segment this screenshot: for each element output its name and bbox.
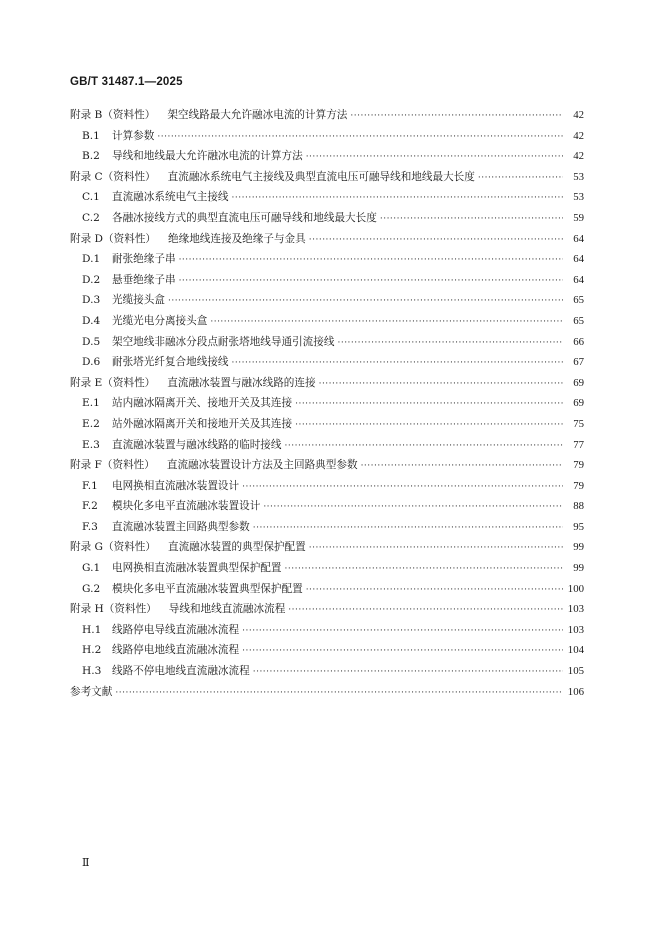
toc-entry[interactable] [70, 601, 584, 622]
toc-entry-page: 64 [573, 253, 584, 266]
toc-entry[interactable] [70, 313, 584, 334]
toc-entry-code: E.2 [82, 417, 100, 430]
toc-entry-page: 64 [573, 273, 584, 286]
toc-entry[interactable] [70, 210, 584, 231]
toc-entry[interactable] [70, 354, 584, 375]
toc-entry-code: D.6 [82, 356, 101, 369]
toc-dot-leader [380, 214, 563, 224]
toc-entry-page: 75 [573, 417, 584, 430]
toc-entry-title: 导线和地线直流融冰流程 [168, 603, 286, 616]
toc-entry-title: 参考文献 [70, 685, 113, 698]
toc-dot-leader [309, 543, 563, 553]
toc-dot-leader [263, 502, 563, 512]
standard-number-header: GB/T 31487.1—2025 [70, 76, 183, 88]
toc-entry[interactable] [70, 189, 584, 210]
toc-entry-code: 附录 G（资料性） [70, 541, 156, 554]
toc-entry-title: 直流融冰系统电气主接线及典型直流电压可融导线和地线最大长度 [167, 170, 475, 183]
toc-entry-page: 103 [567, 603, 584, 616]
toc-entry-page: 42 [573, 129, 584, 142]
toc-entry-page: 53 [573, 170, 584, 183]
toc-dot-leader [306, 585, 563, 595]
toc-dot-leader [210, 317, 563, 327]
toc-dot-leader [285, 441, 564, 451]
toc-entry-page: 69 [573, 397, 584, 410]
toc-entry-page: 104 [567, 644, 584, 657]
toc-entry-code: C.2 [82, 211, 100, 224]
toc-entry-title: 直流融冰系统电气主接线 [112, 191, 229, 204]
toc-entry-page: 105 [567, 665, 584, 678]
toc-entry-page: 65 [573, 294, 584, 307]
toc-dot-leader [232, 193, 563, 203]
toc-entry-title: 电网换相直流融冰装置设计 [112, 479, 240, 492]
toc-entry-code: 附录 B（资料性） [70, 109, 156, 121]
toc-entry-title: 光缆光电分离接头盒 [112, 314, 208, 327]
toc-entry-code: 附录 F（资料性） [70, 459, 155, 472]
toc-entry[interactable] [70, 231, 584, 252]
toc-dot-leader [157, 132, 563, 142]
toc-entry[interactable] [70, 395, 584, 416]
toc-entry-page: 67 [573, 356, 584, 369]
toc-entry[interactable] [70, 539, 584, 560]
toc-entry-code: 附录 D（资料性） [70, 232, 157, 245]
toc-entry-page: 77 [573, 438, 584, 451]
toc-dot-leader [232, 358, 563, 368]
toc-entry[interactable] [70, 375, 584, 396]
toc-entry-title: 光缆接头盒 [112, 294, 165, 307]
toc-dot-leader [168, 296, 563, 306]
toc-entry-title: 模块化多电平直流融冰装置设计 [112, 500, 261, 513]
toc-dot-leader [309, 235, 563, 245]
toc-dot-leader [306, 152, 563, 162]
toc-entry-title: 直流融冰装置主回路典型参数 [112, 520, 250, 533]
toc-entry[interactable] [70, 437, 584, 458]
toc-entry-page: 65 [573, 314, 584, 327]
toc-entry-code: D.1 [82, 253, 101, 266]
toc-entry-page: 59 [573, 211, 584, 224]
toc-entry-title: 各融冰接线方式的典型直流电压可融导线和地线最大长度 [112, 211, 377, 224]
toc-entry-page: 79 [573, 459, 584, 472]
toc-entry[interactable] [70, 498, 584, 519]
toc-entry[interactable] [70, 519, 584, 540]
toc-dot-leader [478, 173, 563, 183]
toc-entry-code: F.1 [82, 479, 98, 492]
toc-entry[interactable] [70, 457, 584, 478]
toc-entry[interactable] [70, 416, 584, 437]
toc-entry[interactable] [70, 622, 584, 643]
toc-dot-leader [242, 646, 563, 656]
toc-entry[interactable] [70, 292, 584, 313]
toc-entry-code: E.1 [82, 397, 100, 410]
toc-dot-leader [361, 461, 563, 471]
toc-dot-leader [242, 626, 563, 636]
toc-entry-page: 66 [573, 335, 584, 348]
toc-entry-code: H.2 [82, 644, 102, 657]
toc-entry-code: G.1 [82, 562, 101, 575]
toc-entry-title: 计算参数 [112, 129, 155, 142]
toc-entry-title: 架空线路最大允许融冰电流的计算方法 [167, 109, 348, 121]
toc-entry-code: F.3 [82, 520, 98, 533]
toc-entry[interactable] [70, 107, 584, 128]
toc-entry-page: 64 [573, 232, 584, 245]
toc-entry-title: 线路停电导线直流融冰流程 [112, 623, 240, 636]
toc-dot-leader [288, 605, 563, 615]
toc-entry[interactable] [70, 251, 584, 272]
toc-dot-leader [285, 564, 564, 574]
toc-entry-title: 导线和地线最大允许融冰电流的计算方法 [112, 150, 303, 163]
toc-dot-leader [242, 482, 563, 492]
toc-entry-title: 直流融冰装置的典型保护配置 [168, 541, 306, 554]
toc-entry-title: 直流融冰装置与融冰线路的连接 [167, 376, 316, 389]
toc-entry[interactable] [70, 272, 584, 293]
toc-dot-leader [295, 420, 563, 430]
toc-entry-page: 42 [573, 109, 584, 121]
toc-dot-leader [115, 688, 563, 698]
toc-entry-code: G.2 [82, 582, 101, 595]
toc-entry-title: 架空地线非融冰分段点耐张塔地线导通引流接线 [112, 335, 335, 348]
toc-entry-title: 直流融冰装置与融冰线路的临时接线 [112, 438, 282, 451]
toc-entry-code: 附录 H（资料性） [70, 603, 157, 616]
toc-entry-code: B.1 [82, 129, 100, 142]
toc-entry-page: 69 [573, 376, 584, 389]
toc-entry-code: B.2 [82, 150, 100, 163]
toc-entry-title: 站内融冰隔离开关、接地开关及其连接 [112, 397, 293, 410]
toc-entry[interactable] [70, 663, 584, 684]
toc-entry[interactable] [70, 560, 584, 581]
toc-entry-code: H.1 [82, 623, 102, 636]
toc-dot-leader [253, 667, 563, 677]
toc-entry-code: D.5 [82, 335, 101, 348]
toc-entry-code: D.4 [82, 314, 101, 327]
toc-entry-code: D.3 [82, 294, 101, 307]
toc-entry[interactable] [70, 478, 584, 499]
toc-dot-leader [253, 523, 563, 533]
toc-dot-leader [337, 338, 563, 348]
toc-entry-title: 耐张塔光纤复合地线接线 [112, 356, 229, 369]
toc-entry-code: 附录 E（资料性） [70, 376, 156, 389]
toc-entry-title: 电网换相直流融冰装置典型保护配置 [112, 562, 282, 575]
toc-dot-leader [179, 255, 563, 265]
toc-entry-page: 103 [567, 623, 584, 636]
toc-entry-page: 88 [573, 500, 584, 513]
toc-entry-code: H.3 [82, 665, 102, 678]
toc-entry-code: 附录 C（资料性） [70, 170, 156, 183]
toc-entry-page: 95 [573, 520, 584, 533]
toc-entry-title: 模块化多电平直流融冰装置典型保护配置 [112, 582, 303, 595]
toc-entry-code: C.1 [82, 191, 100, 204]
toc-entry-page: 53 [573, 191, 584, 204]
toc-entry-title: 绝缘地线连接及绝缘子与金具 [168, 232, 306, 245]
toc-entry[interactable] [70, 642, 584, 663]
toc-entry-page: 42 [573, 150, 584, 163]
toc-entry-title: 线路停电地线直流融冰流程 [112, 644, 240, 657]
toc-entry-title: 悬垂绝缘子串 [112, 273, 176, 286]
toc-entry[interactable] [70, 148, 584, 169]
toc-entry-page: 106 [567, 685, 584, 698]
toc-entry[interactable] [70, 128, 584, 149]
toc-entry-code: D.2 [82, 273, 101, 286]
toc-entry[interactable] [70, 169, 584, 190]
toc-entry-page: 79 [573, 479, 584, 492]
table-of-contents [70, 107, 584, 704]
toc-entry-title: 线路不停电地线直流融冰流程 [112, 665, 250, 678]
toc-entry-code: F.2 [82, 500, 98, 513]
toc-entry[interactable] [70, 581, 584, 602]
toc-entry-page: 99 [573, 541, 584, 554]
toc-entry[interactable] [70, 334, 584, 355]
toc-entry-page: 99 [573, 562, 584, 575]
toc-dot-leader [319, 379, 563, 389]
toc-entry-title: 站外融冰隔离开关和接地开关及其连接 [112, 417, 293, 430]
toc-entry[interactable] [70, 684, 584, 705]
toc-dot-leader [179, 276, 563, 286]
toc-dot-leader [350, 111, 563, 121]
footer-page-number: Ⅱ [82, 857, 90, 869]
toc-entry-page: 100 [567, 582, 584, 595]
toc-dot-leader [295, 399, 563, 409]
toc-entry-code: E.3 [82, 438, 100, 451]
toc-entry-title: 耐张绝缘子串 [112, 253, 176, 266]
toc-entry-title: 直流融冰装置设计方法及主回路典型参数 [166, 459, 358, 472]
